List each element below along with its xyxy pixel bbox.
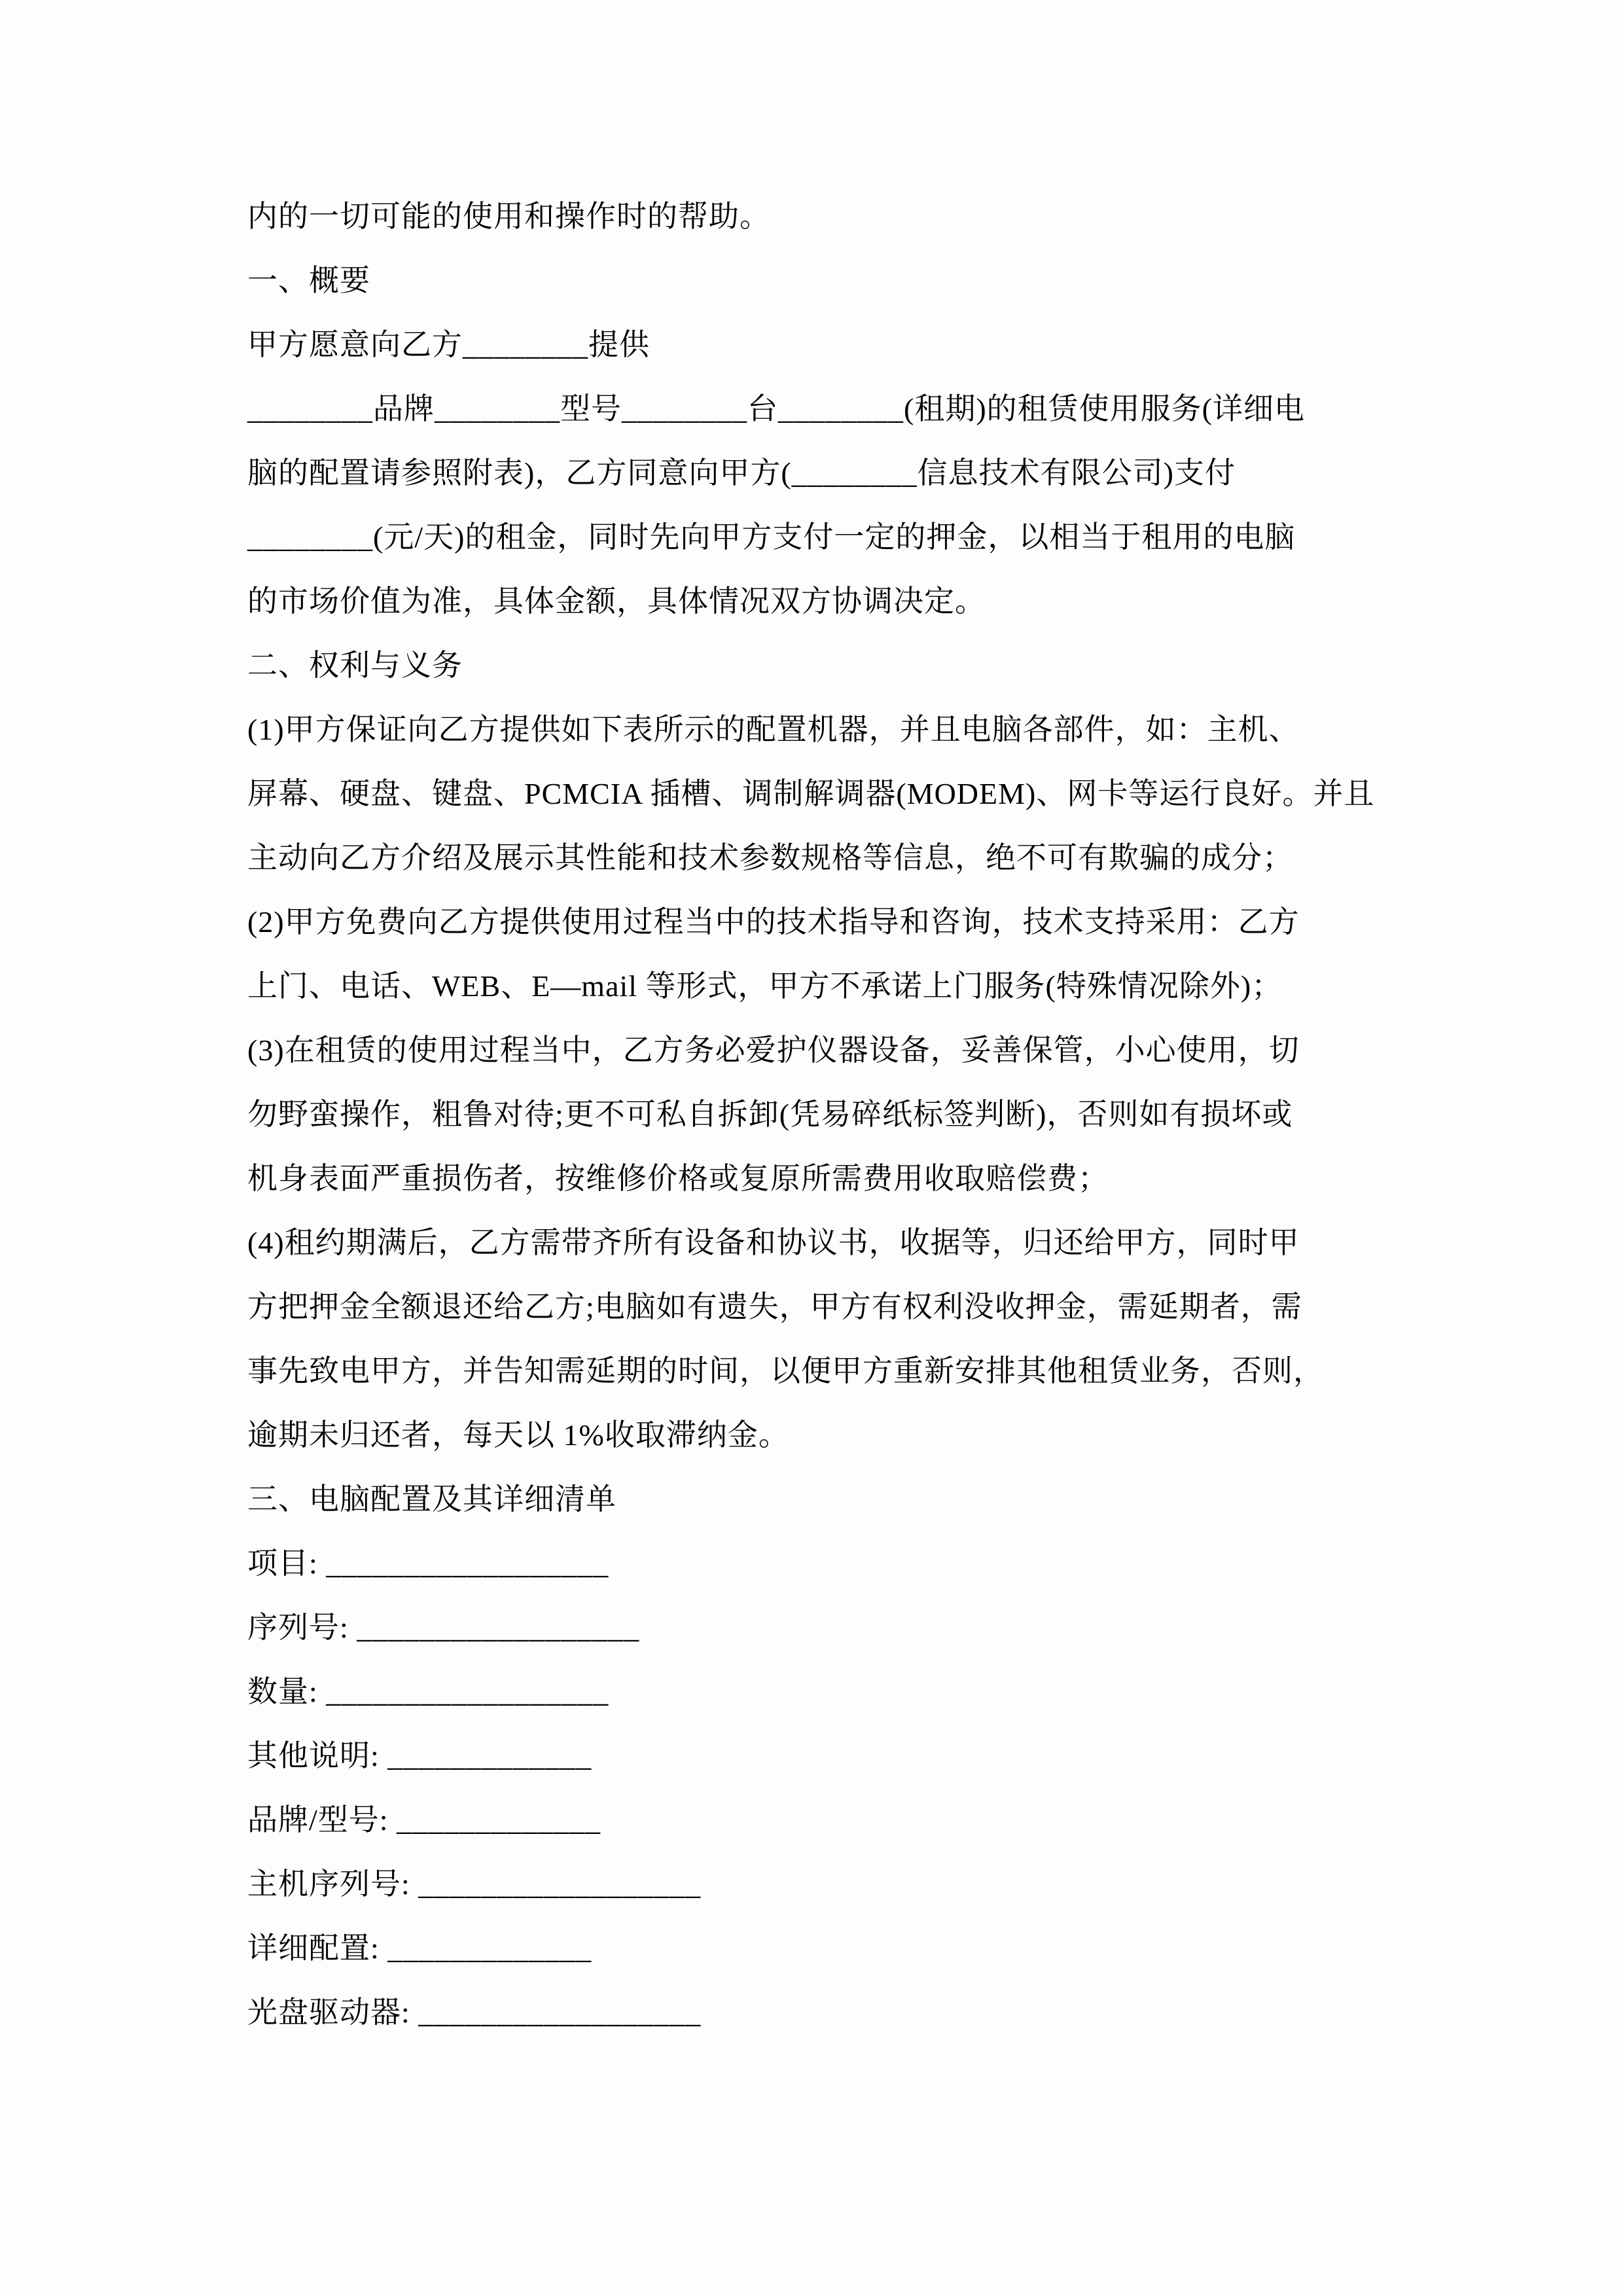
clause-line: 主动向乙方介绍及展示其性能和技术参数规格等信息，绝不可有欺骗的成分； [247, 841, 1293, 874]
clause-line: 方把押金全额退还给乙方;电脑如有遗失，甲方有权利没收押金，需延期者，需 [247, 1290, 1302, 1323]
clause-line: 机身表面严重损伤者，按维修价格或复原所需费用收取赔偿费； [247, 1162, 1109, 1195]
clause-line: 勿野蛮操作，粗鲁对待;更不可私自拆卸(凭易碎纸标签判断)，否则如有损坏或 [247, 1098, 1293, 1131]
form-line-host-serial-number: 主机序列号: __________________ [247, 1867, 702, 1901]
overview-line: ________(元/天)的租金，同时先向甲方支付一定的押金，以相当于租用的电脑 [247, 520, 1296, 554]
clause-line: 事先致电甲方，并告知需延期的时间，以便甲方重新安排其他租赁业务，否则， [247, 1354, 1324, 1388]
overview-line: ________品牌________型号________台________(租期)的租赁使用服务(详细电 [247, 392, 1305, 425]
clause-line: (2)甲方免费向乙方提供使用过程当中的技术指导和咨询，技术支持采用：乙方 [247, 905, 1300, 939]
section-two-heading: 二、权利与义务 [247, 649, 463, 682]
contract-body [247, 185, 1409, 2045]
clause-line: (3)在租赁的使用过程当中，乙方务必爱护仪器设备，妥善保管，小心使用，切 [247, 1033, 1300, 1067]
form-line-serial-number: 序列号: __________________ [247, 1611, 640, 1644]
overview-line: 脑的配置请参照附表)，乙方同意向甲方(________信息技术有限公司)支付 [247, 456, 1236, 490]
clause-line: (1)甲方保证向乙方提供如下表所示的配置机器，并且电脑各部件，如：主机、 [247, 713, 1300, 746]
section-three-heading: 三、电脑配置及其详细清单 [247, 1482, 616, 1516]
form-line-detailed-config: 详细配置: _____________ [247, 1931, 592, 1965]
section-one-heading: 一、概要 [247, 264, 370, 297]
clause-line: (4)租约期满后，乙方需带齐所有设备和协议书，收据等，归还给甲方，同时甲 [247, 1226, 1300, 1259]
form-line-other-notes: 其他说明: _____________ [247, 1739, 592, 1772]
clause-line: 逾期未归还者，每天以 1%收取滞纳金。 [247, 1418, 789, 1452]
overview-line: 甲方愿意向乙方________提供 [247, 328, 650, 361]
overview-line: 的市场价值为准，具体金额，具体情况双方协调决定。 [247, 584, 986, 618]
form-line-optical-drive: 光盘驱动器: __________________ [247, 1996, 702, 2029]
form-line-project: 项目: __________________ [247, 1547, 609, 1580]
clause-line: 上门、电话、WEB、E—mail 等形式，甲方不承诺上门服务(特殊情况除外)； [247, 969, 1283, 1003]
continuation-line: 内的一切可能的使用和操作时的帮助。 [247, 200, 770, 233]
form-line-quantity: 数量: __________________ [247, 1675, 609, 1708]
form-line-brand-model: 品牌/型号: _____________ [247, 1803, 601, 1837]
clause-line: 屏幕、硬盘、键盘、PCMCIA 插槽、调制解调器(MODEM)、网卡等运行良好。并且 [247, 777, 1375, 810]
